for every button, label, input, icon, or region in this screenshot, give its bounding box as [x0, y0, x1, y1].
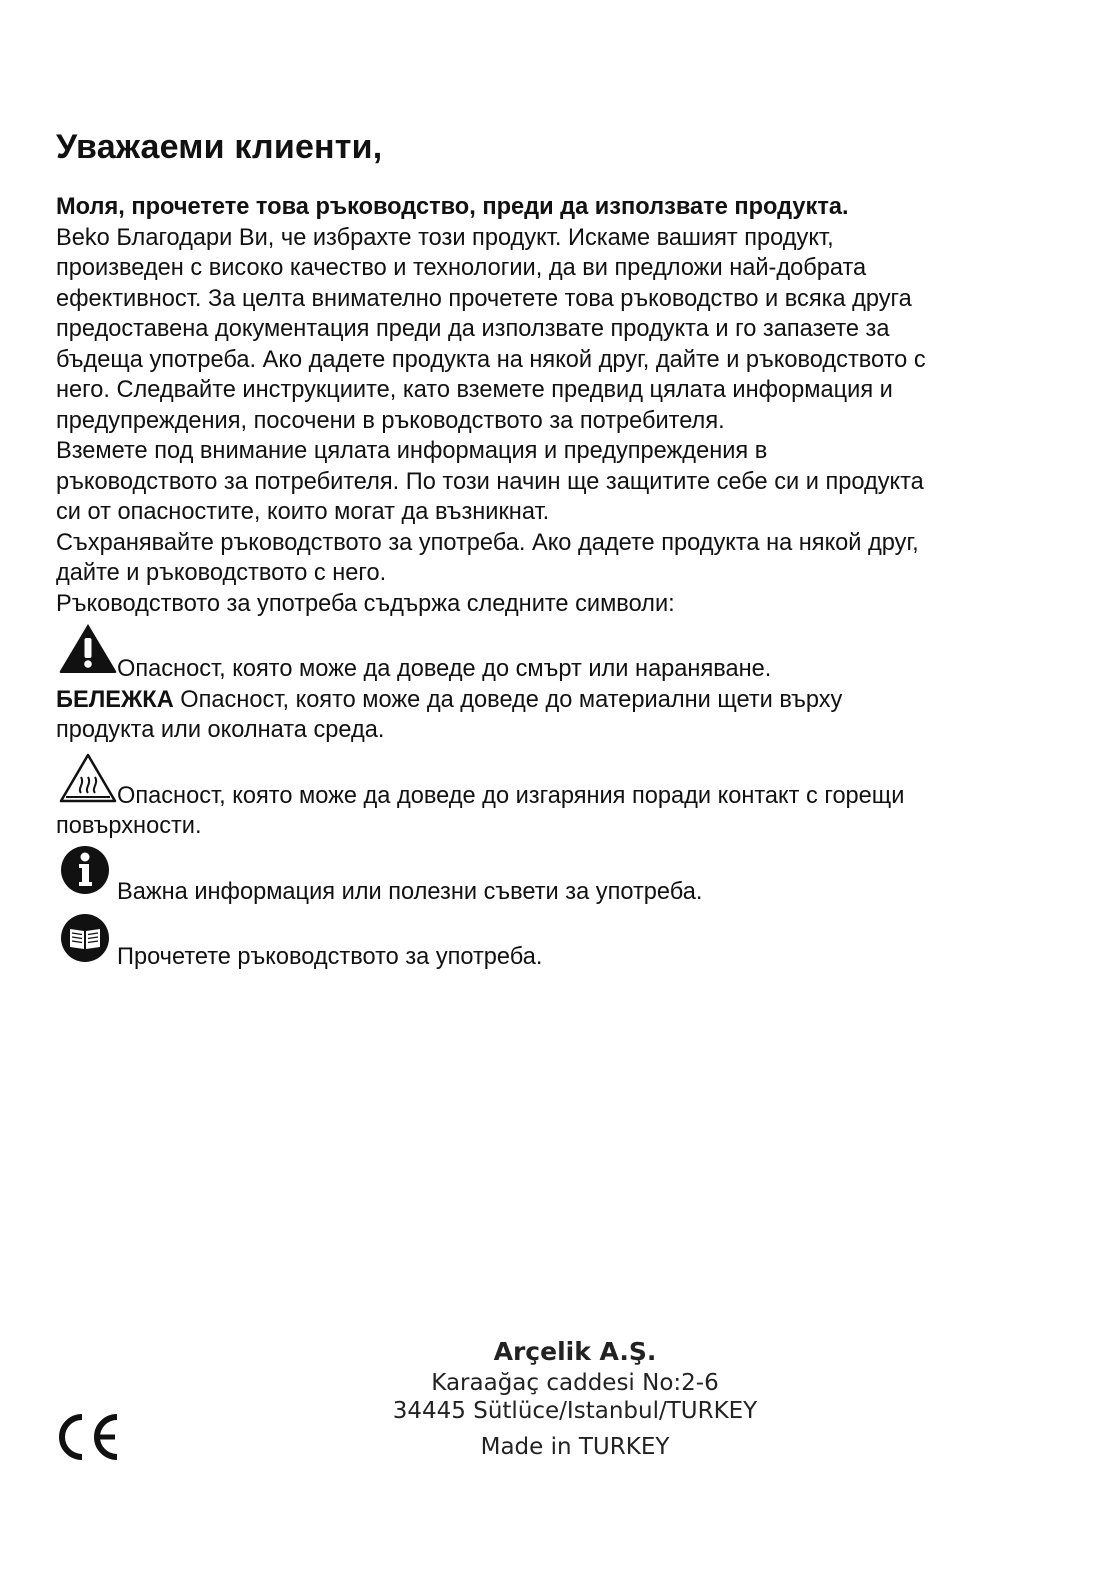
company-name: Arçelik A.Ş. [493, 1337, 657, 1366]
paragraph-line: предупреждения, посочени в ръководството за потребителя. [56, 407, 725, 434]
paragraph-line: ефективност. За целта внимателно прочетете това ръководство и всяка друга [56, 285, 912, 312]
note-label: БЕЛЕЖКА [56, 686, 174, 713]
read-manual-icon [60, 913, 110, 963]
warning-triangle-icon [58, 622, 118, 674]
manufacturer-address [380, 1335, 770, 1461]
paragraph-line: произведен с високо качество и технологии, да ви предложи най-добрата [56, 255, 867, 281]
paragraph-line: него. Следвайте инструкциите, като вземете предвид цялата информация и [56, 377, 893, 403]
address-line-1: Karaağaç caddesi No:2-6 [431, 1370, 719, 1396]
symbol-hot-text: Опасност, която може да доведе до изгаряния поради контакт с горещи [117, 782, 905, 809]
paragraph-line: Ръководството за употреба съдържа следните символи: [56, 590, 675, 617]
ce-mark-icon [55, 1412, 121, 1462]
paragraph-line: ръководството за потребителя. По този начин ще защитите себе си и продукта [56, 468, 924, 495]
paragraph-line: дайте и ръководството с него. [56, 560, 387, 586]
address-line-2: 34445 Sütlüce/Istanbul/TURKEY [392, 1398, 758, 1424]
document-body [56, 192, 1056, 973]
paragraph-line: Вземете под внимание цялата информация и предупреждения в [56, 438, 768, 464]
symbol-hot-text-2: повърхности. [56, 813, 202, 839]
symbol-note-line-2: продукта или околната среда. [56, 717, 385, 743]
symbol-danger-text: Опасност, която може да доведе до смърт или нараняване. [117, 656, 772, 682]
symbol-note-line [56, 685, 1056, 716]
paragraph-line: Съхранявайте ръководството за употреба. Ако дадете продукта на някой друг, [56, 529, 919, 556]
paragraph-line: Beko Благодари Ви, че избрахте този продукт. Искаме вашият продукт, [56, 224, 834, 251]
symbol-info-text: Важна информация или полезни съвети за употреба. [117, 878, 703, 905]
page-title: Уважаеми клиенти, [56, 128, 383, 166]
made-in-label: Made in TURKEY [480, 1434, 670, 1460]
paragraph-line: си от опасностите, които могат да възникнат. [56, 499, 550, 525]
info-icon [60, 845, 110, 895]
intro-bold-line: Моля, прочетете това ръководство, преди да използвате продукта. [56, 194, 849, 220]
paragraph-line: бъдеща употреба. Ако дадете продукта на някой друг, дайте и ръководството с [56, 346, 926, 373]
hot-surface-icon [58, 752, 118, 804]
paragraph-line: предоставена документация преди да използвате продукта и го запазете за [56, 316, 890, 342]
note-text: Опасност, която може да доведе до материални щети върху [173, 686, 843, 713]
symbol-read-text: Прочетете ръководството за употреба. [117, 944, 543, 970]
